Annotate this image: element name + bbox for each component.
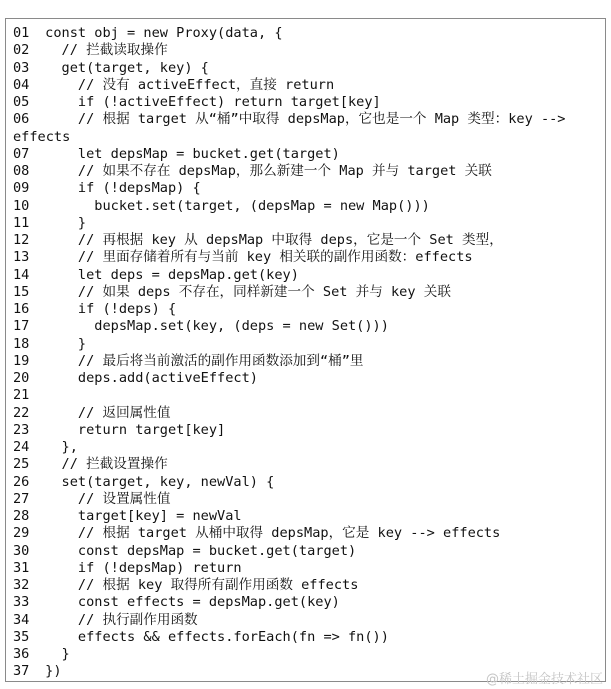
code-line [13, 129, 603, 146]
code-line [13, 111, 603, 128]
line-text: bucket.set(target, (depsMap = new Map())) [37, 197, 430, 214]
line-text: // 执行副作用函数 [37, 611, 198, 628]
code-line [13, 456, 603, 473]
line-text: }, [37, 439, 78, 455]
code-line [13, 543, 603, 560]
line-number: 28 [13, 508, 30, 524]
line-text: }) [37, 663, 62, 680]
line-text: return target[key] [37, 421, 226, 438]
line-number: 16 [13, 301, 30, 317]
line-text: // 拦截读取操作 [37, 42, 168, 59]
line-number: 27 [13, 490, 30, 507]
line-text: // 返回属性值 [37, 404, 171, 421]
code-line [13, 163, 603, 180]
line-text: // 如果不存在 depsMap，那么新建一个 Map 并与 target 关联 [37, 163, 492, 179]
code-line [13, 60, 603, 77]
code-line [13, 525, 603, 542]
line-number: 14 [13, 266, 30, 283]
line-number: 11 [13, 214, 30, 231]
line-number: 24 [13, 439, 30, 455]
line-number: 29 [13, 525, 30, 542]
line-number: 31 [13, 559, 30, 576]
line-number: 34 [13, 611, 30, 628]
code-line [13, 577, 603, 594]
code-line [13, 422, 603, 439]
watermark-label: @稀土掘金技术社区 [485, 672, 603, 687]
line-number: 23 [13, 421, 30, 438]
code-line [13, 646, 603, 663]
line-number: 26 [13, 473, 30, 490]
code-line [13, 284, 603, 301]
code-line [13, 198, 603, 215]
code-line [13, 491, 603, 508]
line-text: const depsMap = bucket.get(target) [37, 542, 357, 559]
line-text: effects && effects.forEach(fn => fn()) [37, 628, 389, 645]
line-text: if (!depsMap) { [37, 180, 201, 197]
line-text: } [37, 646, 70, 662]
line-text: if (!activeEffect) return target[key] [37, 94, 381, 110]
line-number: 09 [13, 180, 30, 197]
line-text: depsMap.set(key, (deps = new Set())) [37, 318, 389, 335]
line-text: effects [13, 128, 71, 145]
line-number: 30 [13, 542, 30, 559]
code-line [13, 215, 603, 232]
line-text: // 设置属性值 [37, 490, 171, 507]
code-line [13, 474, 603, 491]
line-text: // 没有 activeEffect，直接 return [37, 76, 335, 93]
line-text: if (!depsMap) return [37, 559, 242, 576]
code-line [13, 42, 603, 59]
line-number: 15 [13, 283, 30, 300]
line-number: 10 [13, 197, 30, 214]
code-line [13, 560, 603, 577]
line-number: 17 [13, 318, 30, 335]
line-number: 12 [13, 232, 30, 248]
code-line [13, 353, 603, 370]
line-number: 02 [13, 42, 30, 59]
code-line [13, 336, 603, 353]
line-number: 35 [13, 628, 30, 645]
line-text: // 拦截设置操作 [37, 456, 168, 473]
code-line [13, 508, 603, 525]
line-text: // 根据 key 取得所有副作用函数 effects [37, 577, 359, 593]
code-listing [5, 18, 606, 682]
line-number: 33 [13, 594, 30, 611]
line-text: let deps = depsMap.get(key) [37, 266, 299, 283]
line-text: } [37, 214, 87, 231]
line-text: if (!deps) { [37, 301, 177, 317]
line-number: 25 [13, 456, 30, 473]
code-line [13, 405, 603, 422]
code-line [13, 318, 603, 335]
line-text: let depsMap = bucket.get(target) [37, 145, 340, 162]
line-text: set(target, key, newVal) { [37, 473, 275, 490]
line-text: // 如果 deps 不存在，同样新建一个 Set 并与 key 关联 [37, 283, 451, 300]
line-number: 36 [13, 646, 30, 662]
line-text: // 最后将当前激活的副作用函数添加到“桶”里 [37, 352, 364, 369]
line-text: } [37, 335, 87, 352]
line-number: 19 [13, 352, 30, 369]
code-line [13, 180, 603, 197]
line-number: 07 [13, 145, 30, 162]
code-line [13, 77, 603, 94]
line-text: // 再根据 key 从 depsMap 中取得 deps，它是一个 Set 类型， [37, 232, 503, 248]
code-line [13, 387, 603, 404]
code-line [13, 94, 603, 111]
code-line [13, 370, 603, 387]
line-number: 03 [13, 59, 30, 76]
line-text: // 根据 target 从“桶”中取得 depsMap，它也是一个 Map 类型：key --> [37, 111, 566, 128]
code-line [13, 439, 603, 456]
line-number: 21 [13, 387, 30, 404]
line-number: 13 [13, 249, 30, 266]
line-number: 32 [13, 577, 30, 593]
code-line [13, 267, 603, 284]
line-number: 05 [13, 94, 30, 110]
line-number: 22 [13, 404, 30, 421]
line-number: 01 [13, 25, 30, 41]
line-text: const obj = new Proxy(data, { [37, 25, 283, 41]
code-lines [13, 25, 603, 681]
line-number: 08 [13, 163, 30, 179]
code-line [13, 232, 603, 249]
code-line [13, 146, 603, 163]
line-text: // 根据 target 从桶中取得 depsMap，它是 key --> effects [37, 525, 501, 542]
code-line [13, 249, 603, 266]
line-number: 37 [13, 663, 30, 680]
line-number: 04 [13, 76, 30, 93]
line-text: get(target, key) { [37, 59, 209, 76]
line-number: 18 [13, 335, 30, 352]
line-text: // 里面存储着所有与当前 key 相关联的副作用函数：effects [37, 249, 473, 266]
line-number: 06 [13, 111, 30, 128]
line-text: deps.add(activeEffect) [37, 370, 258, 386]
line-text: const effects = depsMap.get(key) [37, 594, 340, 611]
code-line [13, 629, 603, 646]
line-number: 20 [13, 370, 30, 386]
code-line [13, 25, 603, 42]
code-line [13, 594, 603, 611]
code-line [13, 301, 603, 318]
line-text: target[key] = newVal [37, 508, 242, 524]
code-line [13, 612, 603, 629]
